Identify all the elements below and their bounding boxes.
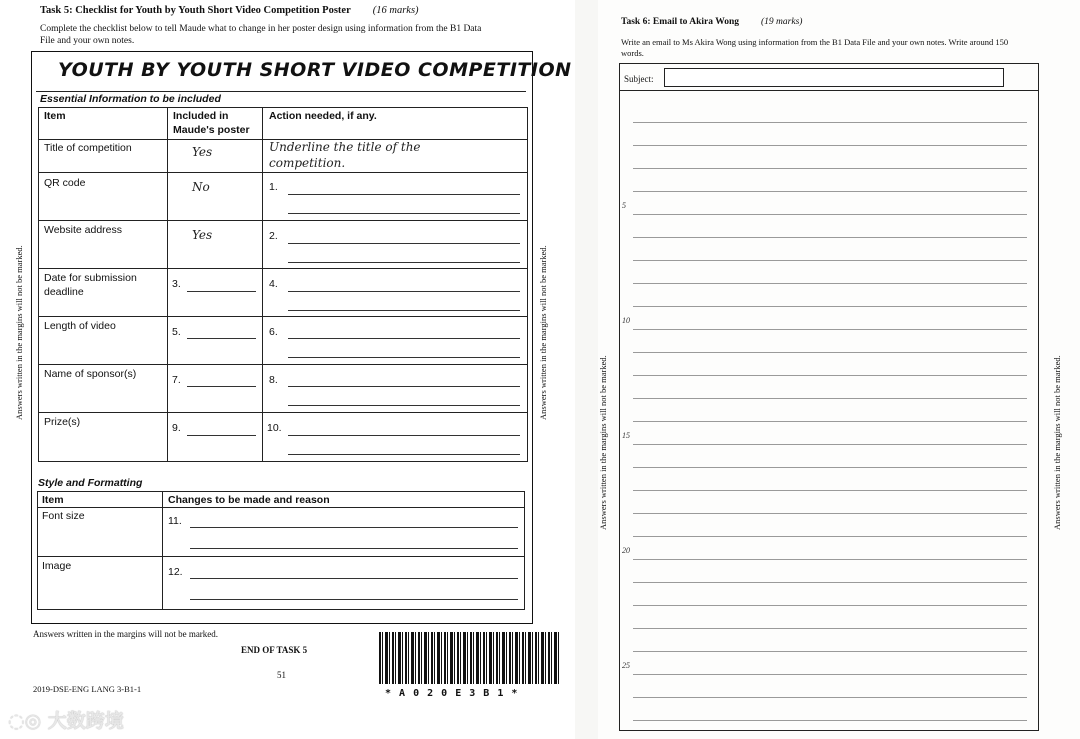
page-number: 51	[277, 670, 286, 680]
row-title-action: Underline the title of the competition.	[269, 140, 421, 170]
writing-line[interactable]	[633, 398, 1027, 399]
writing-line[interactable]	[633, 490, 1027, 491]
row-sponsor-item: Name of sponsor(s)	[44, 368, 137, 380]
writing-line[interactable]	[633, 237, 1027, 238]
line-number-5: 5	[622, 201, 626, 210]
right-page-left-margin-note: Answers written in the margins will not be marked.	[598, 355, 608, 530]
watermark-logo-icon: ◌◎	[8, 710, 42, 732]
writing-line[interactable]	[633, 421, 1027, 422]
style-col-changes: Changes to be made and reason	[168, 494, 330, 506]
answer-2-line-2[interactable]	[288, 262, 520, 263]
essential-info-heading: Essential Information to be included	[40, 93, 221, 105]
subject-input[interactable]	[664, 68, 1004, 87]
writing-line[interactable]	[633, 628, 1027, 629]
writing-line[interactable]	[633, 260, 1027, 261]
col-included-header: Included in Maude's poster	[173, 110, 250, 136]
answer-11-num: 11.	[168, 515, 182, 527]
writing-line[interactable]	[633, 651, 1027, 652]
watermark: ◌◎ 大数跨境	[8, 710, 124, 732]
answer-2-line[interactable]	[288, 243, 520, 244]
writing-line[interactable]	[633, 536, 1027, 537]
answer-5-line[interactable]	[187, 338, 256, 339]
answer-4-num: 4.	[269, 278, 278, 290]
row-length-item: Length of video	[44, 320, 116, 332]
task6-heading: Task 6: Email to Akira Wong (19 marks)	[621, 17, 803, 27]
answer-7-num: 7.	[172, 374, 181, 386]
margin-note-bottom: Answers written in the margins will not be marked.	[33, 629, 219, 639]
answer-1-num: 1.	[269, 181, 278, 193]
col-action-header: Action needed, if any.	[269, 110, 377, 122]
footer-code: 2019-DSE-ENG LANG 3-B1-1	[33, 684, 142, 694]
writing-line[interactable]	[633, 513, 1027, 514]
answer-7-line[interactable]	[187, 386, 256, 387]
row-title-included: Yes	[192, 145, 213, 159]
answer-5-num: 5.	[172, 326, 181, 338]
line-number-15: 15	[622, 431, 630, 440]
mid-margin-note: Answers written in the margins will not be marked.	[538, 245, 548, 420]
left-margin-note: Answers written in the margins will not be marked.	[14, 245, 24, 420]
answer-8-line-2[interactable]	[288, 405, 520, 406]
writing-line[interactable]	[633, 559, 1027, 560]
writing-line[interactable]	[633, 352, 1027, 353]
answer-3-num: 3.	[172, 278, 181, 290]
writing-line[interactable]	[633, 444, 1027, 445]
answer-1-line[interactable]	[288, 194, 520, 195]
style-col-item: Item	[42, 494, 64, 506]
writing-line[interactable]	[633, 467, 1027, 468]
answer-4-line[interactable]	[288, 291, 520, 292]
answer-2-num: 2.	[269, 230, 278, 242]
answer-9-line[interactable]	[187, 435, 256, 436]
line-number-10: 10	[622, 316, 630, 325]
writing-line[interactable]	[633, 214, 1027, 215]
answer-12-num: 12.	[168, 566, 183, 578]
writing-line[interactable]	[633, 122, 1027, 123]
answer-1-line-2[interactable]	[288, 213, 520, 214]
writing-line[interactable]	[633, 329, 1027, 330]
writing-line[interactable]	[633, 168, 1027, 169]
row-qr-included: No	[192, 180, 210, 194]
row-website-included: Yes	[192, 228, 213, 242]
answer-10-num: 10.	[267, 422, 282, 434]
answer-10-line-2[interactable]	[288, 454, 520, 455]
right-page-right-margin-note: Answers written in the margins will not be marked.	[1052, 355, 1062, 530]
answer-8-line[interactable]	[288, 386, 520, 387]
style-heading: Style and Formatting	[38, 477, 143, 489]
task6-instructions: Write an email to Ms Akira Wong using information from the B1 Data File and your own notes. Write around 150 words.	[621, 37, 1009, 58]
barcode	[379, 632, 559, 684]
writing-line[interactable]	[633, 674, 1027, 675]
writing-line[interactable]	[633, 605, 1027, 606]
answer-8-num: 8.	[269, 374, 278, 386]
line-number-25: 25	[622, 661, 630, 670]
subject-label: Subject:	[624, 74, 654, 84]
writing-line[interactable]	[633, 306, 1027, 307]
answer-11-line[interactable]	[190, 527, 518, 528]
writing-line[interactable]	[633, 697, 1027, 698]
row-website-item: Website address	[44, 224, 123, 236]
poster-title: YOUTH BY YOUTH SHORT VIDEO COMPETITION	[58, 59, 572, 81]
answer-10-line[interactable]	[288, 435, 520, 436]
email-answer-box	[619, 63, 1039, 731]
task5-heading: Task 5: Checklist for Youth by Youth Short Video Competition Poster (16 marks)	[40, 5, 419, 16]
writing-line[interactable]	[633, 720, 1027, 721]
task5-instructions: Complete the checklist below to tell Maude what to change in her poster design using information from the B1 Data File and your own notes.	[40, 24, 482, 46]
answer-3-line[interactable]	[187, 291, 256, 292]
row-qr-item: QR code	[44, 177, 86, 189]
row-title-item: Title of competition	[44, 142, 132, 154]
barcode-text: * A 0 2 0 E 3 B 1 *	[385, 688, 519, 699]
row-prize-item: Prize(s)	[44, 416, 81, 428]
answer-6-num: 6.	[269, 326, 278, 338]
writing-line[interactable]	[633, 375, 1027, 376]
answer-4-line-2[interactable]	[288, 310, 520, 311]
answer-6-line[interactable]	[288, 338, 520, 339]
answer-12-line-2[interactable]	[190, 599, 518, 600]
answer-12-line[interactable]	[190, 578, 518, 579]
answer-9-num: 9.	[172, 422, 181, 434]
answer-11-line-2[interactable]	[190, 548, 518, 549]
task5-marks: (16 marks)	[372, 5, 419, 16]
line-number-20: 20	[622, 546, 630, 555]
answer-6-line-2[interactable]	[288, 357, 520, 358]
style-row-font-item: Font size	[42, 510, 85, 522]
writing-line[interactable]	[633, 283, 1027, 284]
end-of-task5: END OF TASK 5	[241, 645, 308, 655]
writing-line[interactable]	[633, 191, 1027, 192]
writing-line[interactable]	[633, 145, 1027, 146]
style-row-image-item: Image	[42, 560, 72, 572]
row-date-item: Date for submission deadline	[44, 272, 137, 298]
writing-line[interactable]	[633, 582, 1027, 583]
col-item-header: Item	[44, 110, 66, 122]
task6-marks: (19 marks)	[761, 17, 803, 27]
